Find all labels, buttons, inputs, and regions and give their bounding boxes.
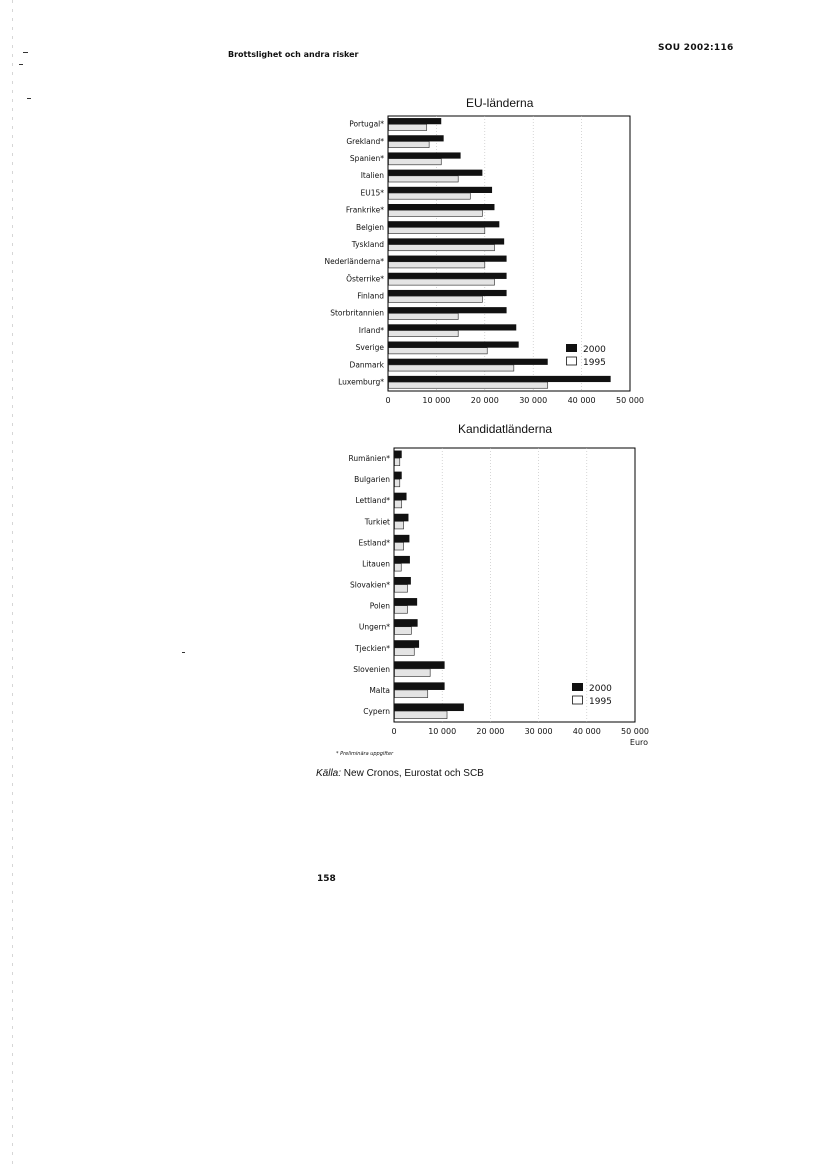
y-category-label: Turkiet	[364, 517, 390, 527]
y-category-label: Nederländerna*	[324, 257, 384, 267]
y-category-label: Portugal*	[349, 119, 384, 129]
bar-2000	[394, 493, 407, 501]
bar-1995	[395, 690, 428, 698]
bar-1995	[395, 585, 408, 593]
x-tick-label: 40 000	[572, 727, 601, 736]
y-category-label: Spanien*	[349, 154, 384, 164]
bar-1995	[395, 564, 402, 572]
y-category-label: Österrike*	[346, 274, 384, 284]
bar-1995	[395, 479, 400, 487]
y-category-label: Litauen	[362, 559, 390, 569]
bar-2000	[394, 598, 417, 606]
y-category-label: Bulgarien	[354, 475, 390, 485]
source-label: Källa:	[316, 768, 342, 779]
y-category-label: Italien	[360, 171, 384, 181]
bar-2000	[394, 661, 445, 669]
bar-2000	[394, 640, 419, 648]
y-category-label: Lettland*	[355, 496, 390, 506]
y-category-label: Polen	[369, 601, 390, 611]
y-category-label: Storbritannien	[330, 308, 384, 318]
page-number: 158	[317, 874, 336, 884]
y-category-label: Slovenien	[353, 664, 390, 674]
bar-2000	[394, 682, 445, 690]
y-category-label: Grekland*	[346, 136, 384, 146]
y-category-label: Irland*	[358, 325, 384, 335]
running-header-right: SOU 2002:116	[658, 43, 734, 53]
legend-label-1995: 1995	[583, 358, 606, 368]
x-tick-label: 40 000	[567, 396, 596, 405]
bar-1995	[395, 627, 412, 635]
bar-1995	[395, 711, 448, 719]
legend-swatch-2000	[572, 683, 583, 691]
y-category-label: Ungern*	[358, 622, 390, 632]
bar-2000	[394, 556, 410, 564]
x-axis-label: Euro	[629, 738, 649, 747]
bar-2000	[394, 472, 402, 480]
legend-swatch-1995	[573, 696, 583, 704]
legend-label-1995: 1995	[589, 697, 612, 707]
x-tick-label: 20 000	[470, 396, 499, 405]
y-category-label: EU15*	[360, 188, 384, 198]
bar-1995	[395, 648, 415, 656]
chart-title-eu: EU-länderna	[466, 96, 534, 110]
bar-1995	[395, 606, 408, 614]
x-tick-label: 50 000	[616, 396, 644, 405]
y-category-label: Rumänien*	[348, 454, 390, 464]
bar-1995	[395, 500, 402, 508]
bar-2000	[394, 577, 411, 585]
bar-1995	[395, 542, 404, 550]
bar-1995	[395, 669, 431, 677]
legend-label-2000: 2000	[589, 684, 612, 694]
bar-2000	[394, 514, 408, 522]
x-tick-label: 0	[385, 396, 391, 405]
x-tick-label: 10 000	[428, 727, 457, 736]
y-category-label: Tjeckien*	[355, 643, 390, 653]
bar-2000	[394, 451, 402, 459]
plot-frame	[394, 448, 635, 722]
legend-label-2000: 2000	[583, 345, 606, 355]
x-tick-label: 30 000	[524, 727, 553, 736]
bar-1995	[395, 458, 400, 466]
bar-2000	[394, 703, 464, 711]
footnote: * Preliminära uppgifter	[336, 751, 394, 757]
y-category-label: Luxemburg*	[338, 377, 384, 387]
y-category-label: Belgien	[355, 222, 384, 232]
bar-1995	[395, 521, 404, 529]
chart-title-kandidat: Kandidatländerna	[458, 422, 553, 436]
y-category-label: Slovakien*	[349, 580, 390, 590]
x-tick-label: 50 000	[621, 727, 649, 736]
y-category-label: Sverige	[355, 343, 384, 353]
bar-2000	[394, 535, 409, 543]
y-category-label: Tyskland	[351, 239, 384, 249]
x-tick-label: 30 000	[519, 396, 548, 405]
x-tick-label: 20 000	[476, 727, 505, 736]
source-text: New Cronos, Eurostat och SCB	[341, 768, 484, 779]
y-category-label: Frankrike*	[345, 205, 384, 215]
y-category-label: Malta	[369, 685, 390, 695]
y-category-label: Finland	[357, 291, 384, 301]
x-tick-label: 10 000	[422, 396, 451, 405]
y-category-label: Estland*	[358, 538, 390, 548]
y-category-label: Danmark	[349, 360, 384, 370]
x-tick-label: 0	[391, 727, 397, 736]
y-category-label: Cypern	[363, 706, 390, 716]
running-header-left: Brottslighet och andra risker	[228, 50, 359, 59]
source-line	[316, 768, 484, 779]
bar-2000	[394, 619, 418, 627]
